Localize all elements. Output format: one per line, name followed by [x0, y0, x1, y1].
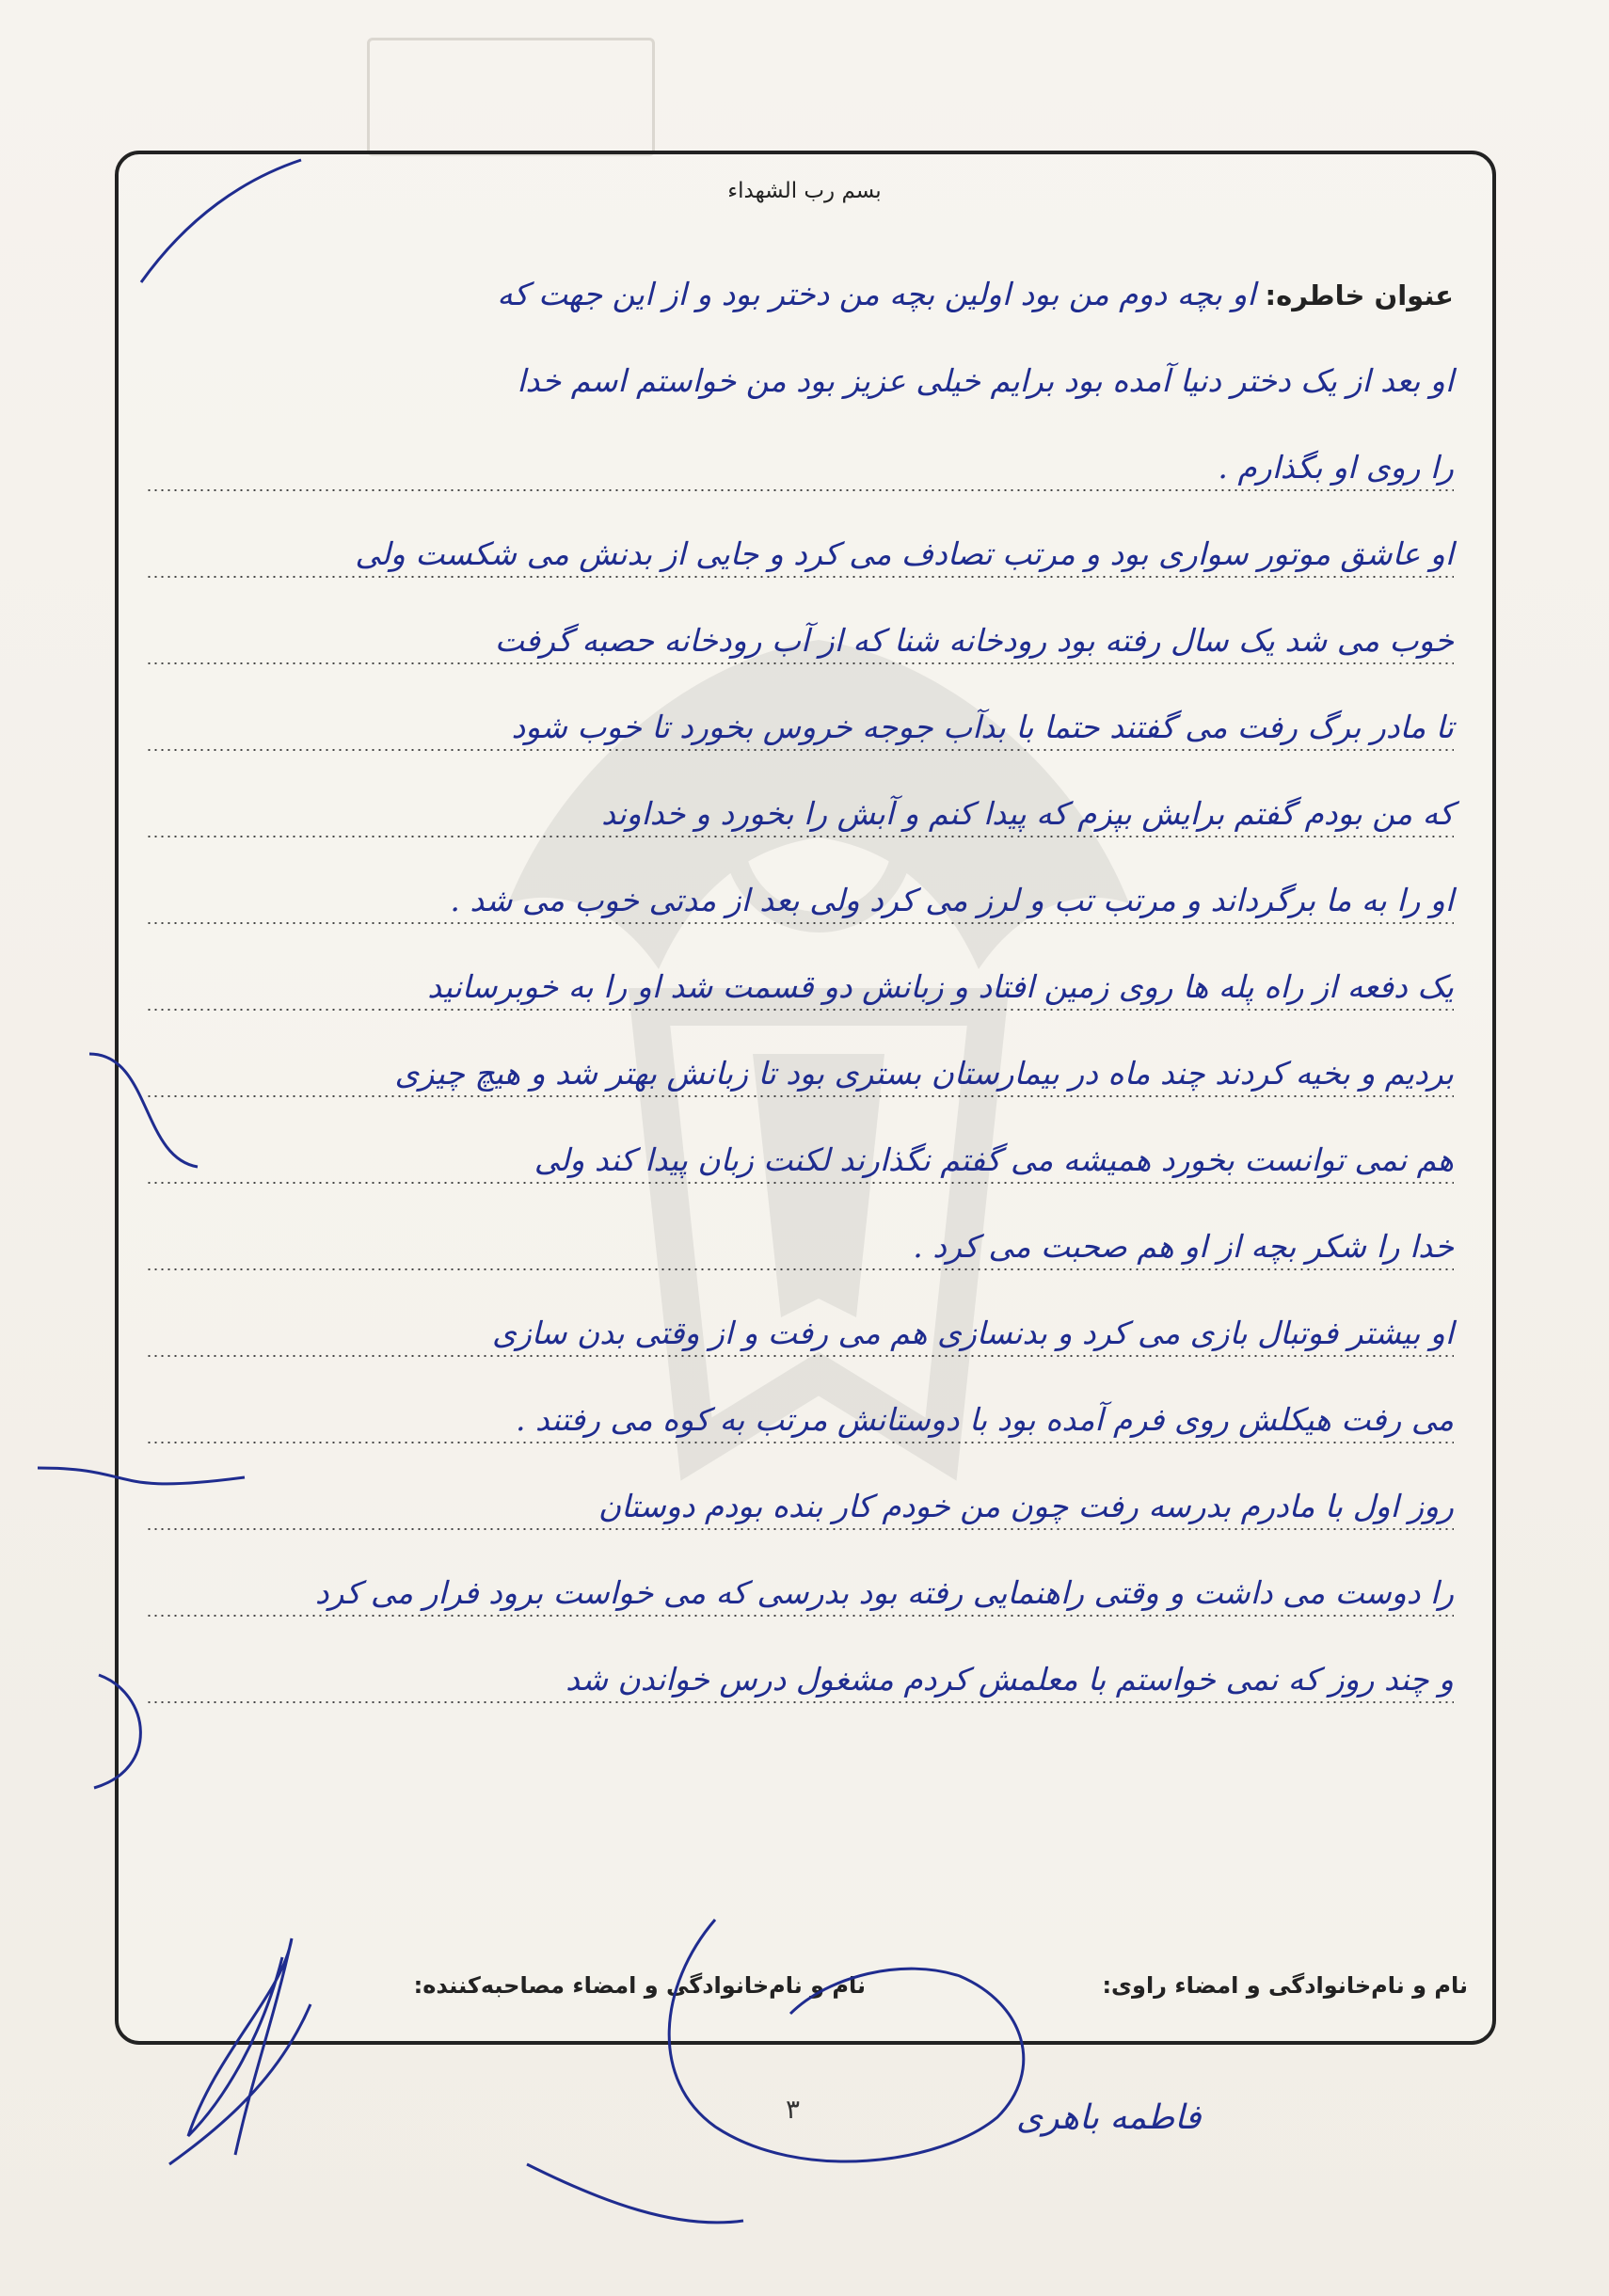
handwritten-line: او را به ما برگرداند و مرتب تب و لرز می کرد ولی بعد از مدتی خوب می شد . — [450, 882, 1454, 918]
text-line — [146, 1206, 1454, 1287]
dotted-rule — [146, 749, 1454, 751]
text-line — [146, 1293, 1454, 1374]
handwritten-line: خوب می شد یک سال رفته بود رودخانه شنا که از آب رودخانه حصبه گرفت — [494, 622, 1454, 659]
text-line — [146, 860, 1454, 941]
handwritten-line: او بیشتر فوتبال بازی می کرد و بدنسازی هم می رفت و از وقتی بدن سازی — [492, 1315, 1454, 1351]
text-line — [146, 254, 1454, 335]
handwritten-line: را روی او بگذارم . — [1218, 449, 1454, 486]
text-line — [146, 1120, 1454, 1201]
handwritten-line: و چند روز که نمی خواستم با معلمش کردم مشغول درس خواندن شد — [566, 1661, 1454, 1698]
text-line — [146, 1033, 1454, 1114]
dotted-rule — [146, 1355, 1454, 1357]
dotted-rule — [146, 1701, 1454, 1703]
dotted-rule — [146, 576, 1454, 578]
handwritten-line: که من بودم گفتم برایش بپزم که پیدا کنم و آبش را بخورد و خداوند — [601, 795, 1454, 832]
dotted-rule — [146, 836, 1454, 837]
page-number: ٣ — [786, 2094, 801, 2125]
text-line — [146, 773, 1454, 854]
dotted-rule — [146, 1615, 1454, 1617]
dotted-rule — [146, 1095, 1454, 1097]
handwritten-line: او بچه دوم من بود اولین بچه من دختر بود و از این جهت که — [497, 276, 1256, 312]
handwritten-line: خدا را شکر بچه از او هم صحبت می کرد . — [913, 1228, 1454, 1265]
signature-footer — [141, 1972, 1468, 2010]
text-line — [146, 341, 1454, 422]
handwritten-line: تا مادر برگ رفت می گفتند حتما با بدآب جوجه خروس بخورد تا خوب شود — [511, 709, 1454, 745]
dotted-rule — [146, 1442, 1454, 1443]
text-line — [146, 1466, 1454, 1547]
text-line — [146, 947, 1454, 1028]
dotted-rule — [146, 922, 1454, 924]
faded-stamp — [367, 38, 655, 156]
dotted-rule — [146, 1009, 1454, 1011]
dotted-rule — [146, 1528, 1454, 1530]
dotted-rule — [146, 489, 1454, 491]
handwritten-line: می رفت هیکلش روی فرم آمده بود با دوستانش مرتب به کوه می رفتند . — [515, 1401, 1454, 1438]
text-line — [146, 427, 1454, 508]
text-line — [146, 1553, 1454, 1634]
text-line — [146, 514, 1454, 595]
text-line — [146, 1639, 1454, 1720]
handwritten-line: هم نمی توانست بخورد همیشه می گفتم نگذارند لکنت زبان پیدا کند ولی — [534, 1141, 1454, 1178]
page-header-title: بسم رب الشهداء — [727, 179, 882, 203]
text-line — [146, 1379, 1454, 1460]
signature-name: فاطمه باهری — [1016, 2098, 1202, 2137]
dotted-rule — [146, 662, 1454, 664]
handwritten-line: بردیم و بخیه کردند چند ماه در بیمارستان بستری بود تا زبانش بهتر شد و هیچ چیزی — [394, 1055, 1454, 1092]
handwritten-line: را دوست می داشت و وقتی راهنمایی رفته بود بدرسی که می خواست برود فرار می کرد — [314, 1574, 1454, 1611]
text-line — [146, 687, 1454, 768]
interviewer-signature-label: نام و نام‌خانوادگی و امضاء مصاحبه‌کننده: — [413, 1972, 866, 1999]
handwritten-line: یک دفعه از راه پله ها روی زمین افتاد و زبانش دو قسمت شد او را به خوبرسانید — [427, 968, 1454, 1005]
narrator-signature-label: نام و نام‌خانوادگی و امضاء راوی: — [1102, 1972, 1468, 1999]
dotted-rule — [146, 1182, 1454, 1184]
handwritten-line: او عاشق موتور سواری بود و مرتب تصادف می کرد و جایی از بدنش می شکست ولی — [355, 535, 1454, 572]
text-line — [146, 600, 1454, 681]
dotted-rule — [146, 1268, 1454, 1270]
handwritten-line: روز اول با مادرم بدرسه رفت چون من خودم کار بنده بودم دوستان — [597, 1488, 1454, 1524]
memory-title-label: عنوان خاطره: — [1265, 279, 1454, 311]
handwritten-line: او بعد از یک دختر دنیا آمده بود برایم خیلی عزیز بود من خواستم اسم خدا — [517, 362, 1454, 399]
